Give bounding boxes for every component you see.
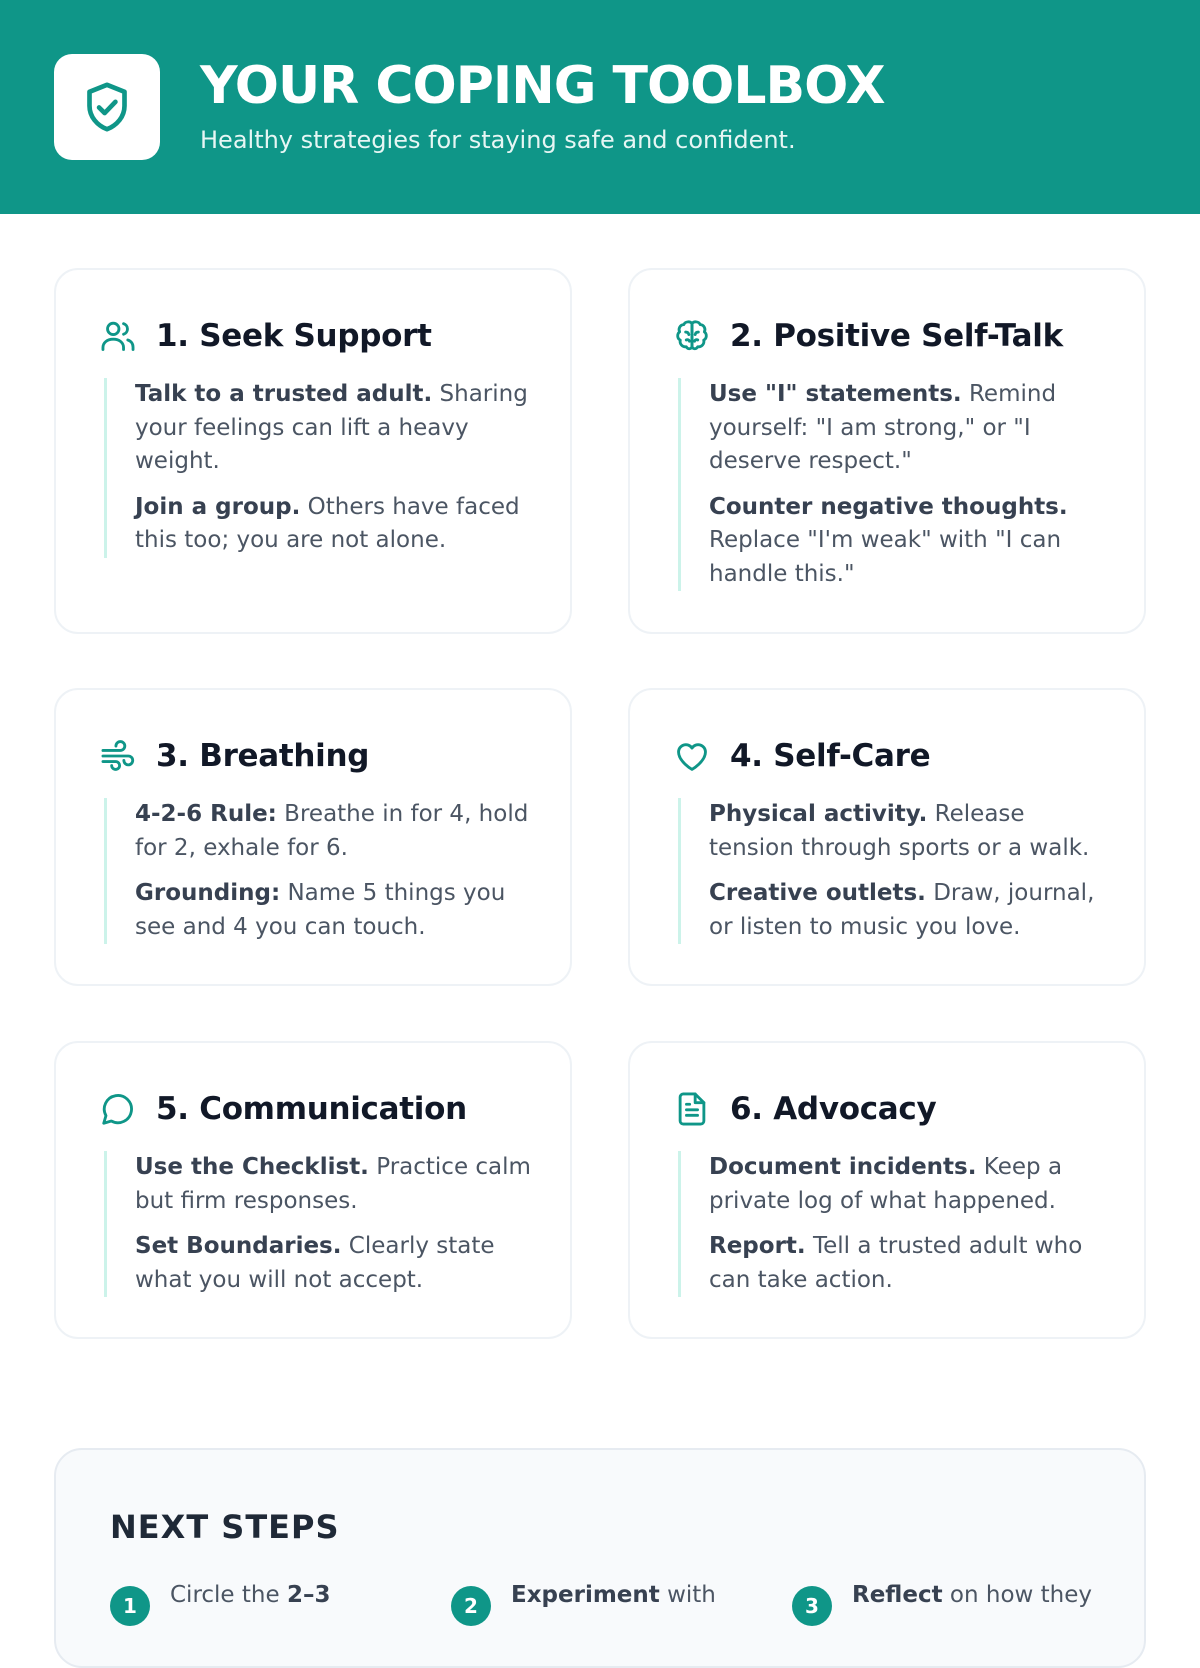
card-point: Use the Checklist. Practice calm but firm responses. — [135, 1154, 531, 1214]
header-banner — [0, 0, 1200, 214]
card-title: 6. Advocacy — [730, 1091, 937, 1127]
card-breathing — [54, 688, 572, 986]
card-body — [678, 798, 1110, 944]
step-number-badge: 1 — [110, 1586, 150, 1626]
card-body — [678, 1151, 1110, 1297]
users-icon — [98, 316, 138, 356]
heart-icon — [672, 736, 712, 776]
card-point: Grounding: Name 5 things you see and 4 you can touch. — [135, 880, 506, 940]
card-point: 4-2-6 Rule: Breathe in for 4, hold for 2, exhale for 6. — [135, 801, 529, 861]
card-title: 2. Positive Self-Talk — [730, 318, 1063, 354]
card-point: Use "I" statements. Remind yourself: "I am strong," or "I deserve respect." — [709, 381, 1057, 474]
next-steps-title: NEXT STEPS — [110, 1508, 340, 1546]
card-positive-self-talk — [628, 268, 1146, 634]
next-step-2 — [451, 1580, 771, 1626]
wind-icon — [98, 736, 138, 776]
next-step-3 — [792, 1580, 1112, 1626]
step-number-badge: 2 — [451, 1586, 491, 1626]
card-point: Set Boundaries. Clearly state what you will not accept. — [135, 1233, 495, 1293]
next-step-1 — [110, 1580, 430, 1626]
card-advocacy — [628, 1041, 1146, 1339]
card-self-care — [628, 688, 1146, 986]
card-body — [104, 1151, 536, 1297]
shield-check-icon — [79, 79, 135, 135]
document-icon — [672, 1089, 712, 1129]
speech-bubble-icon — [98, 1089, 138, 1129]
card-title: 4. Self-Care — [730, 738, 931, 774]
brain-icon — [672, 316, 712, 356]
card-point: Talk to a trusted adult. Sharing your feelings can lift a heavy weight. — [135, 381, 528, 474]
card-seek-support — [54, 268, 572, 634]
card-point: Join a group. Others have faced this too; you are not alone. — [135, 493, 520, 553]
card-point: Counter negative thoughts. Replace "I'm weak" with "I can handle this." — [709, 493, 1068, 587]
card-communication — [54, 1041, 572, 1339]
card-body — [104, 798, 536, 944]
card-title: 3. Breathing — [156, 738, 370, 774]
step-text: Experiment with — [511, 1582, 716, 1608]
step-text: Reflect on how they — [852, 1582, 1092, 1608]
step-text: Circle the 2–3 — [170, 1582, 331, 1608]
logo-badge — [54, 54, 160, 160]
next-steps-panel — [54, 1448, 1146, 1668]
step-number-badge: 3 — [792, 1586, 832, 1626]
card-body — [104, 378, 536, 558]
card-title: 1. Seek Support — [156, 318, 432, 354]
page-title: YOUR COPING TOOLBOX — [200, 56, 885, 116]
card-point: Creative outlets. Draw, journal, or listen to music you love. — [709, 880, 1095, 940]
card-title: 5. Communication — [156, 1091, 467, 1127]
card-point: Physical activity. Release tension through sports or a walk. — [709, 801, 1090, 861]
card-point: Document incidents. Keep a private log of what happened. — [709, 1154, 1063, 1214]
page-subtitle: Healthy strategies for staying safe and confident. — [200, 126, 796, 154]
card-body — [678, 378, 1110, 591]
card-point: Report. Tell a trusted adult who can take action. — [709, 1233, 1083, 1293]
